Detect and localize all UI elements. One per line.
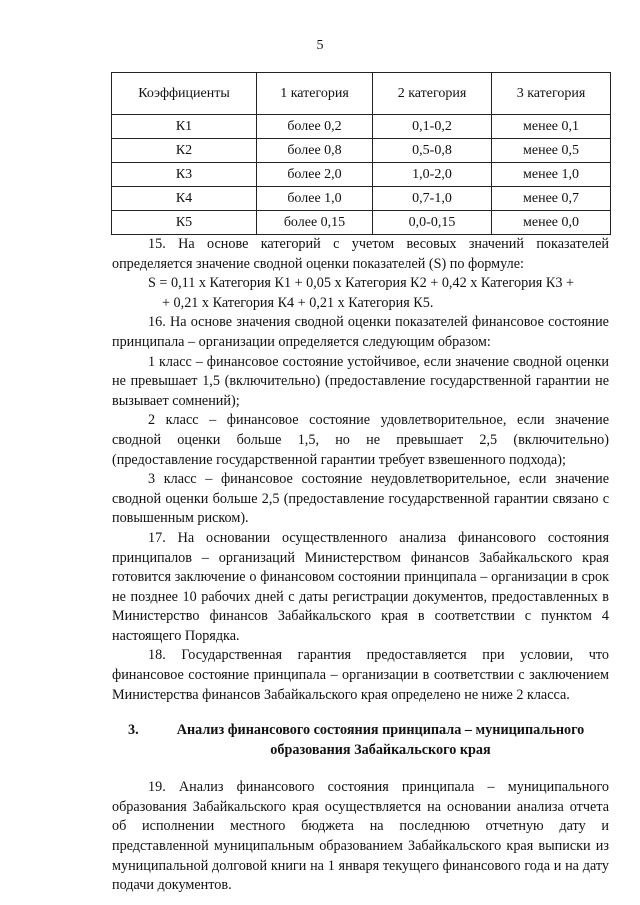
paragraph-19: 19. Анализ финансового состояния принципала – муниципального образования Забайкальского края осуществляется на основании анализа отчета об исполнении местного бюджета на последнюю отчетную дату и представленной муниципальным образованием Забайкальского края выписки из муниципальной долговой книги на 1 января текущего финансового года и на дату подачи документов.	[112, 779, 609, 894]
table-cell: К5	[112, 211, 257, 235]
formula-line-1: S = 0,11 x Категория К1 + 0,05 x Категория К2 + 0,42 x Категория К3 +	[148, 275, 574, 292]
table-cell: более 1,0	[257, 187, 373, 211]
coefficients-table	[111, 72, 611, 235]
table-cell: менее 0,5	[492, 139, 611, 163]
paragraph-18: 18. Государственная гарантия предоставляется при условии, что финансовое состояние принципала – организации в соответствии с заключением Министерства финансов Забайкальского края определено не ниже 2 класса.	[112, 647, 609, 703]
class-1-definition: 1 класс – финансовое состояние устойчивое, если значение сводной оценки не превышает 1,5 (включительно) (предоставление государственной гарантии не вызывает сомнений);	[112, 353, 609, 409]
document-body	[112, 235, 609, 896]
table-cell: 0,0-0,15	[373, 211, 492, 235]
table-row	[112, 139, 611, 163]
table-cell: менее 0,7	[492, 187, 611, 211]
header-category-1: 1 категория	[257, 73, 373, 115]
table-header-row	[112, 73, 611, 115]
paragraph-16: 16. На основе значения сводной оценки показателей финансовое состояние принципала – организации определяется следующим образом:	[112, 314, 609, 350]
class-3-definition: 3 класс – финансовое состояние неудовлетворительное, если значение сводной оценки больше 2,5 (предоставление государственной гарантии связано с повышенным риском).	[112, 471, 609, 527]
table-cell: менее 1,0	[492, 163, 611, 187]
table-cell: более 0,8	[257, 139, 373, 163]
table-row	[112, 115, 611, 139]
table-row	[112, 211, 611, 235]
section-title: Анализ финансового состояния принципала – муниципального образования Забайкальского края	[176, 722, 585, 759]
class-2-definition: 2 класс – финансовое состояние удовлетворительное, если значение сводной оценки больше 1,5, но не превышает 2,5 (включительно) (предоставление государственной гарантии требует взвешенного подхода);	[112, 412, 609, 468]
section-number: 3.	[128, 722, 139, 739]
paragraph-15: 15. На основе категорий с учетом весовых значений показателей определяется значение сводной оценки показателей (S) по формуле:	[112, 236, 609, 272]
table-cell: более 2,0	[257, 163, 373, 187]
table-cell: менее 0,1	[492, 115, 611, 139]
table-cell: более 0,15	[257, 211, 373, 235]
table-row	[112, 163, 611, 187]
header-category-2: 2 категория	[373, 73, 492, 115]
header-coefficients: Коэффициенты	[112, 73, 257, 115]
page-number: 5	[316, 38, 324, 53]
header-category-3: 3 категория	[492, 73, 611, 115]
table-cell: менее 0,0	[492, 211, 611, 235]
table-cell: 0,7-1,0	[373, 187, 492, 211]
formula-line-2: + 0,21 x Категория К4 + 0,21 x Категория К5.	[162, 294, 434, 311]
table-cell: К1	[112, 115, 257, 139]
section-heading	[112, 720, 609, 760]
table-cell: К4	[112, 187, 257, 211]
table-cell: К2	[112, 139, 257, 163]
table-cell: более 0,2	[257, 115, 373, 139]
table-cell: 0,1-0,2	[373, 115, 492, 139]
table-cell: К3	[112, 163, 257, 187]
table-cell: 1,0-2,0	[373, 163, 492, 187]
paragraph-17: 17. На основании осуществленного анализа финансового состояния принципалов – организаций Министерством финансов Забайкальского края готовится заключение о финансовом состоянии принципала – организации в срок не позднее 10 рабочих дней с даты регистрации документов, предоставленных в Министерство финансов Забайкальского края в соответствии с пунктом 4 настоящего Порядка.	[112, 529, 609, 644]
table-row	[112, 187, 611, 211]
table-cell: 0,5-0,8	[373, 139, 492, 163]
